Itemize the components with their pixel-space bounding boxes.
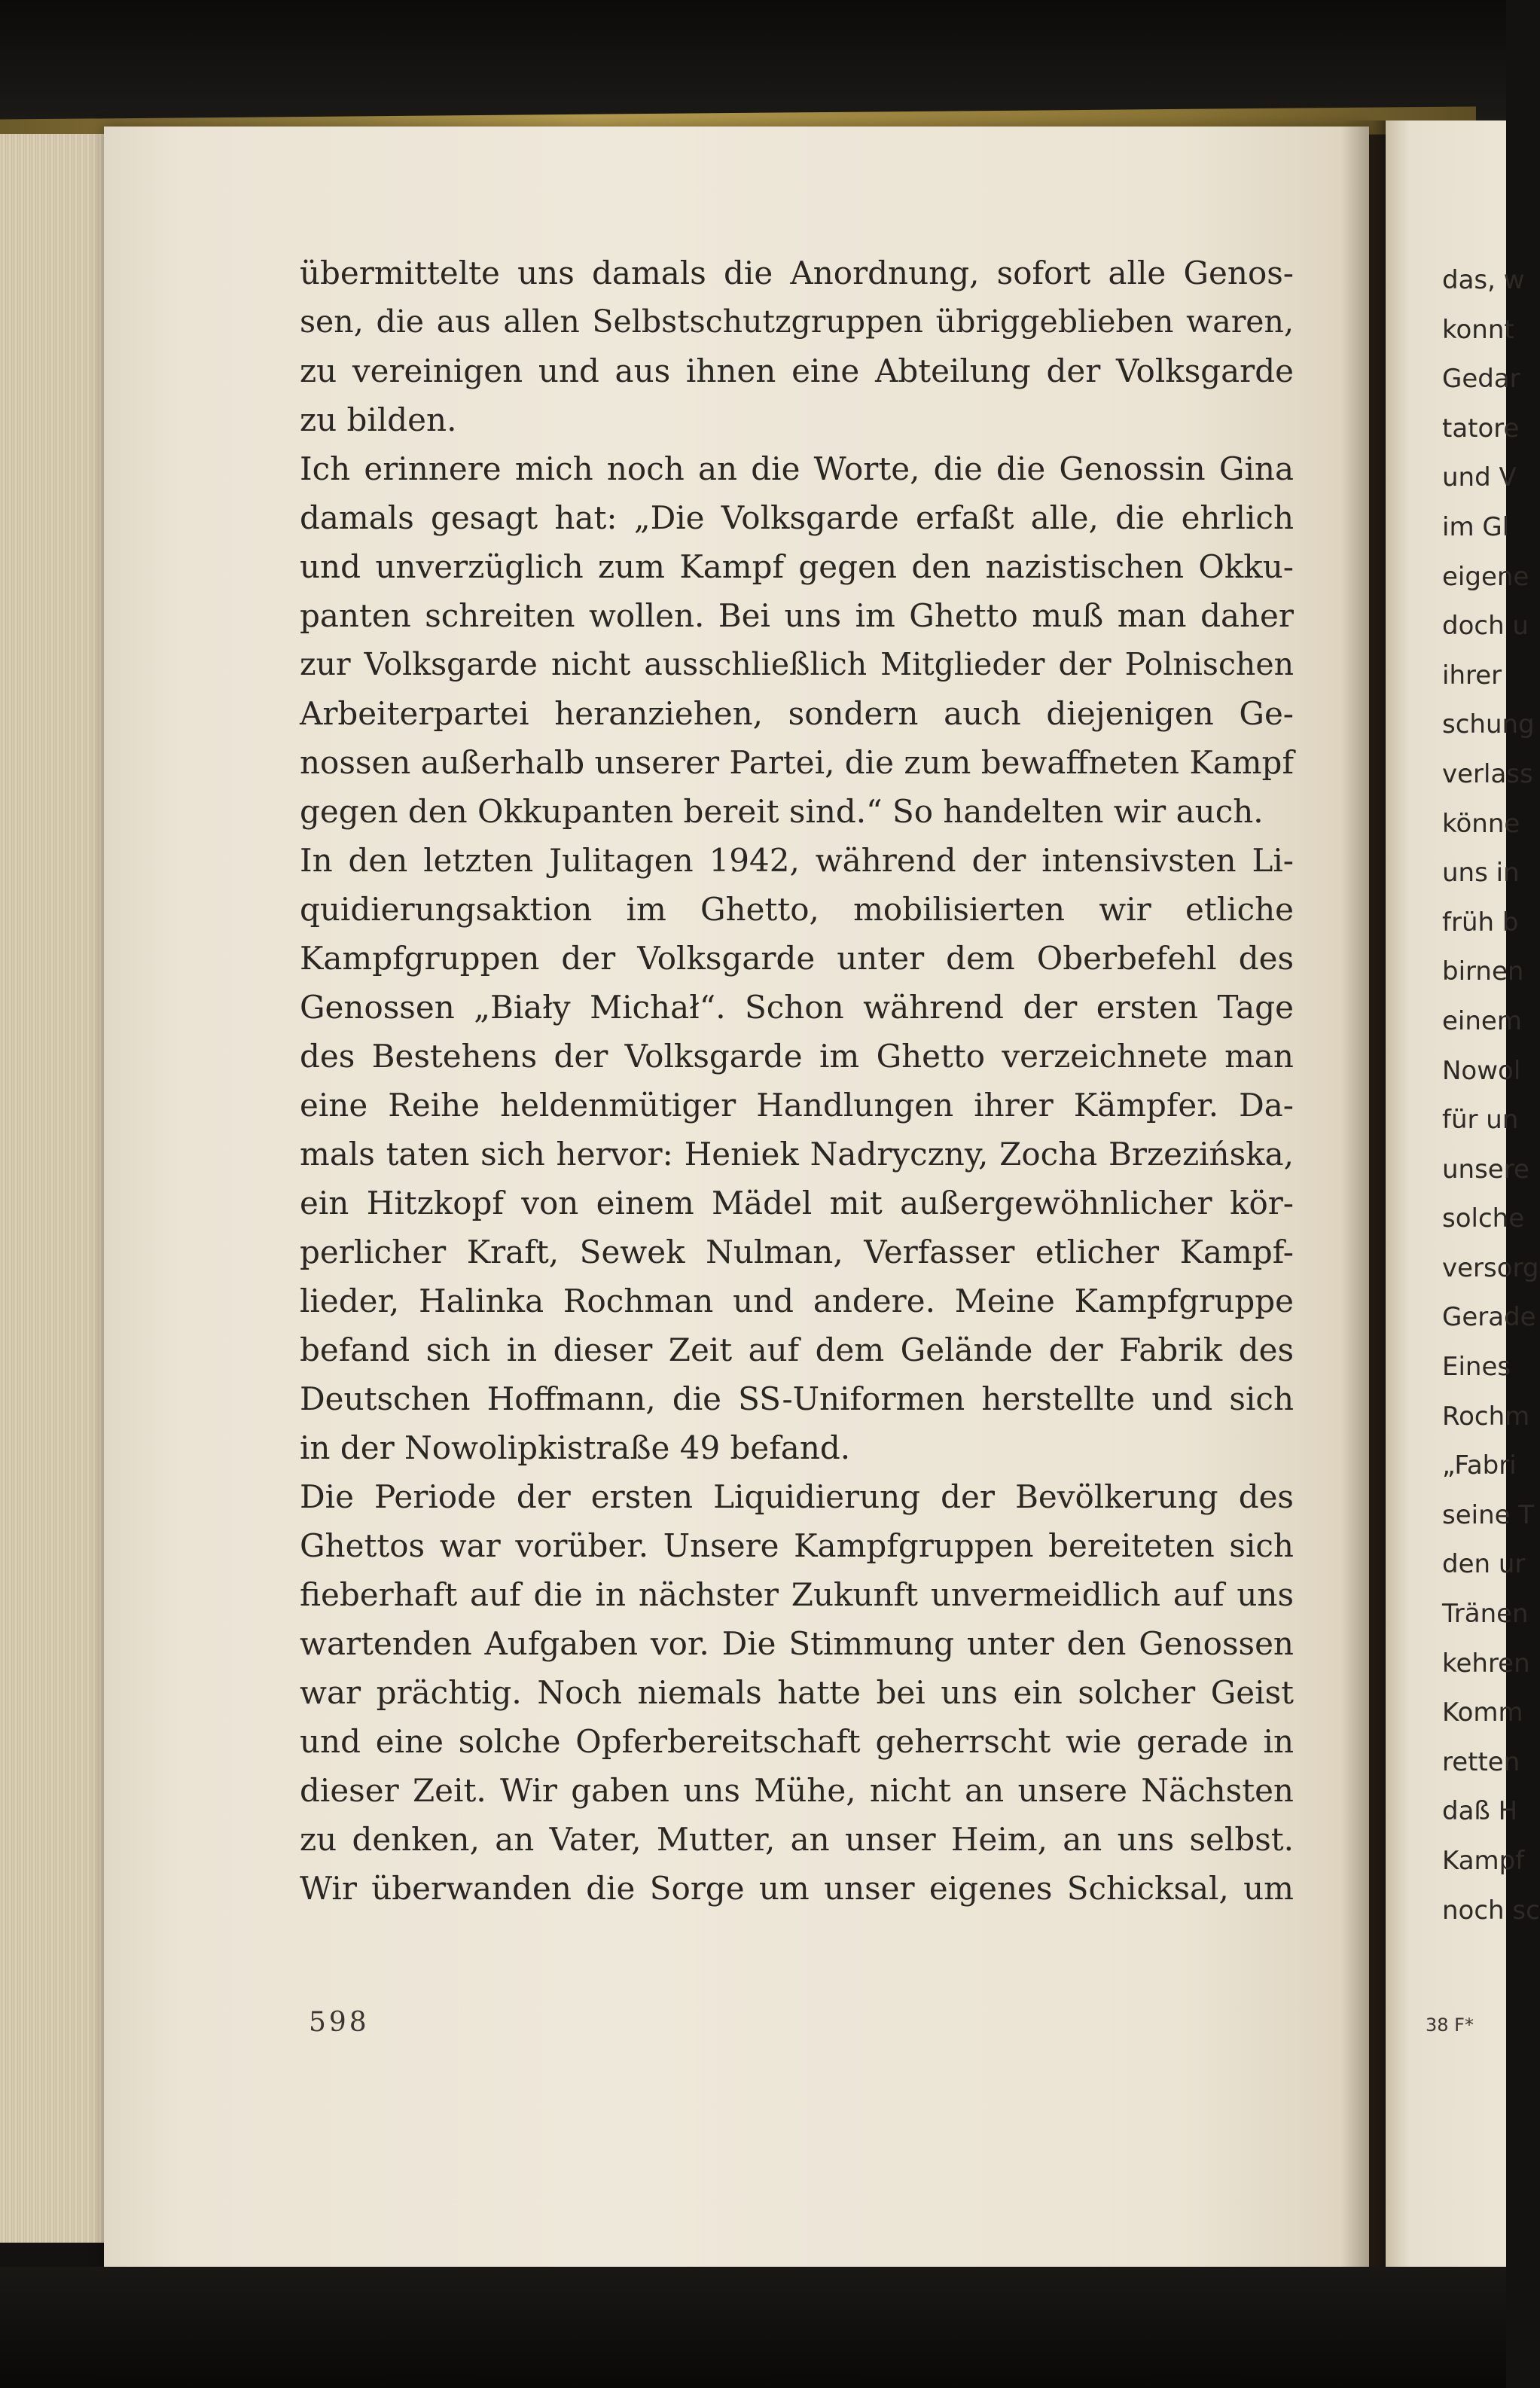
text-line: in der Nowolipkistraße 49 befand. [300,1429,851,1466]
text-line: dieser Zeit. Wir gaben uns Mühe, nicht an unsere Nächsten [300,1772,1294,1809]
right-page-text [1442,256,1540,1935]
text-line: damals gesagt hat: „Die Volksgarde erfaßt alle, die ehrlich [300,499,1294,536]
text-fragment: noch sc [1442,1895,1540,1926]
text-fragment: Kampf [1442,1846,1525,1876]
text-fragment: verlass [1442,758,1533,789]
text-fragment: Gedar [1442,364,1520,395]
text-fragment: einem [1442,1005,1522,1036]
text-fragment: im Gl [1442,511,1510,542]
text-fragment: ihrer [1442,660,1502,691]
text-fragment: und V [1442,462,1517,493]
text-fragment: uns in [1442,858,1520,889]
text-fragment: schung [1442,709,1535,740]
text-line: zu bilden. [300,401,457,438]
text-line: mals taten sich hervor: Heniek Nadryczny, Zocha Brzezińska, [300,1136,1294,1173]
page-number: 598 [309,2007,370,2038]
text-line: zu denken, an Vater, Mutter, an unser Heim, an uns selbst. [300,1821,1294,1858]
text-fragment: „Fabri [1442,1450,1517,1481]
text-fragment: birnen [1442,956,1524,987]
text-fragment: das, w [1442,265,1525,295]
text-line: quidierungsaktion im Ghetto, mobilisierten wir etliche [300,891,1294,928]
text-fragment: solche [1442,1203,1525,1234]
text-line: und unverzüglich zum Kampf gegen den nazistischen Okku- [300,548,1294,585]
text-line: zur Volksgarde nicht ausschließlich Mitglieder der Polnischen [300,646,1294,682]
signature-mark: 38 F* [1426,2014,1474,2036]
text-line: war prächtig. Noch niemals hatte bei uns ein solcher Geist [300,1674,1294,1711]
text-line: befand sich in dieser Zeit auf dem Gelände der Fabrik des [300,1331,1294,1368]
text-line: sen, die aus allen Selbstschutzgruppen übriggeblieben waren, [300,303,1294,340]
text-fragment: Nowol [1442,1055,1521,1086]
text-fragment: Tränen [1442,1599,1529,1630]
text-line: Deutschen Hoffmann, die SS-Uniformen herstellte und sich [300,1380,1294,1417]
text-line: und eine solche Opferbereitschaft geherrscht wie gerade in [300,1723,1294,1760]
text-line: lieder, Halinka Rochman und andere. Meine Kampfgruppe [300,1282,1294,1319]
text-line: wartenden Aufgaben vor. Die Stimmung unter den Genossen [300,1625,1294,1662]
text-line: Kampfgruppen der Volksgarde unter dem Oberbefehl des [300,940,1294,977]
text-fragment: Rochm [1442,1401,1530,1432]
text-line: Die Periode der ersten Liquidierung der Bevölkerung des [300,1478,1294,1515]
page-block-edge [0,134,113,2243]
text-line: nossen außerhalb unserer Partei, die zum bewaffneten Kampf [300,744,1294,781]
text-line: eine Reihe heldenmütiger Handlungen ihrer Kämpfer. Da- [300,1087,1294,1124]
text-line: Ghettos war vorüber. Unsere Kampfgruppen bereiteten sich [300,1527,1294,1564]
text-fragment: retten [1442,1746,1520,1777]
text-line: gegen den Okkupanten bereit sind.“ So handelten wir auch. [300,793,1264,830]
text-line: Arbeiterpartei heranziehen, sondern auch diejenigen Ge- [300,695,1294,732]
text-line: Genossen „Biały Michał“. Schon während der ersten Tage [300,989,1294,1026]
text-line: In den letzten Julitagen 1942, während der intensivsten Li- [300,842,1294,879]
text-fragment: eigene [1442,561,1529,592]
text-fragment: Gerade [1442,1302,1536,1333]
text-fragment: Eines [1442,1352,1511,1383]
text-fragment: unsere [1442,1154,1529,1185]
text-fragment: seine T [1442,1499,1535,1530]
text-fragment: doch u [1442,611,1529,642]
text-line: fieberhaft auf die in nächster Zukunft unvermeidlich auf uns [300,1576,1294,1613]
text-fragment: kehren [1442,1648,1530,1679]
text-line: panten schreiten wollen. Bei uns im Ghetto muß man daher [300,597,1294,634]
text-line: ein Hitzkopf von einem Mädel mit außergewöhnlicher kör- [300,1185,1294,1221]
text-line: zu vereinigen und aus ihnen eine Abteilung der Volksgarde [300,352,1294,389]
text-fragment: könne [1442,808,1520,839]
text-line: perlicher Kraft, Sewek Nulman, Verfasser etlicher Kampf- [300,1234,1294,1270]
text-line: des Bestehens der Volksgarde im Ghetto verzeichnete man [300,1038,1294,1075]
text-fragment: konnt [1442,314,1514,345]
text-line: Ich erinnere mich noch an die Worte, die die Genossin Gina [300,450,1294,487]
text-fragment: versorg [1442,1252,1539,1283]
text-fragment: für un [1442,1105,1519,1136]
background-top [0,0,1506,120]
text-fragment: tatore [1442,413,1520,444]
body-text [300,249,1294,1913]
text-fragment: daß H [1442,1796,1518,1827]
background-bottom [0,2267,1506,2388]
text-fragment: den ur [1442,1549,1526,1580]
text-line: Wir überwanden die Sorge um unser eigenes Schicksal, um [300,1870,1294,1907]
text-fragment: Komm [1442,1697,1523,1728]
text-line: übermittelte uns damals die Anordnung, sofort alle Genos- [300,255,1294,291]
text-fragment: früh b [1442,907,1519,938]
